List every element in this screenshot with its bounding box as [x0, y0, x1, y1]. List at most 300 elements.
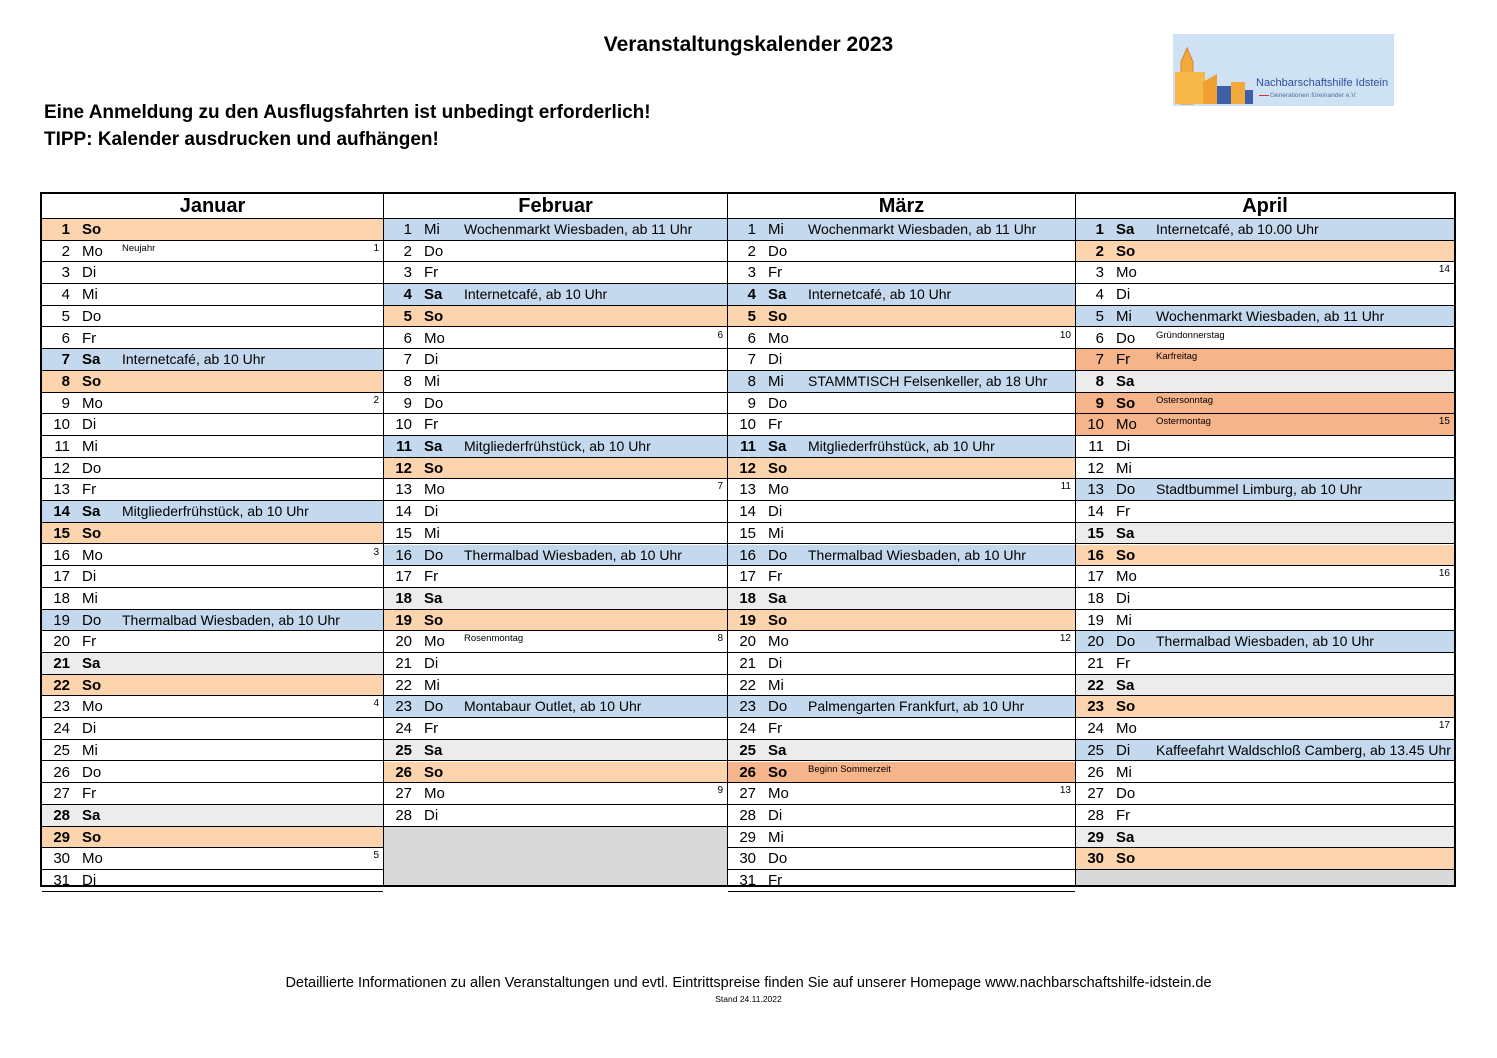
weekday: Mi — [82, 589, 98, 607]
day-number: 15 — [53, 524, 70, 542]
weekday: So — [82, 221, 102, 238]
day-number: 13 — [395, 481, 412, 499]
day-number: 19 — [1087, 611, 1104, 629]
weekday: Do — [424, 394, 444, 412]
weekday: Fr — [424, 416, 439, 434]
stand-date: Stand 24.11.2022 — [715, 994, 782, 1004]
weekday: Mo — [82, 698, 103, 716]
day-row — [384, 588, 727, 610]
weekday: Mi — [82, 741, 98, 759]
weekday: So — [1116, 394, 1136, 412]
day-row — [728, 805, 1075, 827]
day-number: 2 — [61, 242, 70, 260]
day-row — [1076, 783, 1454, 805]
weekday: Do — [424, 242, 444, 260]
day-row — [42, 718, 383, 740]
day-row — [728, 675, 1075, 697]
event-label: Thermalbad Wiesbaden, ab 10 Uhr — [808, 546, 1026, 563]
weekday: Do — [768, 850, 788, 868]
day-number: 7 — [61, 351, 70, 369]
day-number: 24 — [53, 720, 70, 738]
day-row — [728, 393, 1075, 415]
holiday-label: Beginn Sommerzeit — [808, 763, 891, 775]
day-number: 3 — [747, 264, 756, 282]
day-number: 28 — [739, 806, 756, 824]
weekday: Mo — [82, 242, 103, 260]
day-row — [42, 696, 383, 718]
weekday: Fr — [768, 568, 783, 586]
day-row — [728, 610, 1075, 632]
day-row — [1076, 458, 1454, 480]
day-row — [1076, 523, 1454, 545]
day-row — [728, 827, 1075, 849]
day-row — [42, 241, 383, 263]
day-number: 30 — [53, 850, 70, 868]
day-number: 15 — [1087, 524, 1104, 542]
weekday: Di — [82, 872, 97, 889]
event-label: Thermalbad Wiesbaden, ab 10 Uhr — [464, 546, 682, 563]
day-row — [384, 653, 727, 675]
event-label: Internetcafé, ab 10.00 Uhr — [1156, 221, 1319, 237]
week-number: 6 — [717, 329, 723, 341]
day-number: 17 — [739, 568, 756, 586]
weekday: Fr — [82, 633, 97, 651]
month-header: Februar — [384, 194, 727, 219]
weekday: Mi — [424, 221, 440, 238]
day-row — [384, 501, 727, 523]
day-number: 30 — [1087, 850, 1104, 868]
weekday: Fr — [1116, 806, 1131, 824]
event-label: Thermalbad Wiesbaden, ab 10 Uhr — [1156, 633, 1374, 650]
weekday: Fr — [1116, 503, 1131, 521]
day-number: 12 — [1087, 459, 1104, 477]
event-label: Thermalbad Wiesbaden, ab 10 Uhr — [122, 611, 340, 628]
day-row — [728, 306, 1075, 328]
event-label: Kaffeefahrt Waldschloß Camberg, ab 13.45 Uhr — [1156, 741, 1451, 758]
empty-cell — [384, 827, 727, 885]
logo-subtitle: Generationen füreinander e.V. — [1270, 92, 1357, 99]
day-number: 4 — [403, 286, 412, 304]
day-number: 15 — [395, 524, 412, 542]
weekday: Sa — [1116, 221, 1135, 238]
week-number: 12 — [1059, 633, 1071, 645]
weekday: Do — [1116, 633, 1136, 651]
day-number: 14 — [395, 503, 412, 521]
weekday: Fr — [768, 416, 783, 434]
day-row — [1076, 718, 1454, 740]
holiday-label: Neujahr — [122, 242, 156, 254]
day-row — [384, 805, 727, 827]
day-row — [728, 870, 1075, 892]
weekday: Do — [1116, 329, 1136, 347]
week-number: 4 — [373, 698, 379, 710]
day-number: 10 — [739, 416, 756, 434]
day-number: 8 — [61, 372, 70, 390]
weekday: Fr — [82, 329, 97, 347]
weekday: Fr — [768, 264, 783, 282]
weekday: So — [768, 307, 788, 325]
weekday: Di — [1116, 741, 1131, 759]
day-number: 17 — [53, 568, 70, 586]
weekday: Mo — [1116, 720, 1137, 738]
day-row — [42, 414, 383, 436]
day-row — [1076, 349, 1454, 371]
day-number: 29 — [53, 828, 70, 846]
day-number: 1 — [747, 221, 756, 238]
day-number: 1 — [61, 221, 70, 238]
month-column — [42, 194, 384, 889]
day-number: 3 — [1095, 264, 1104, 282]
day-number: 23 — [1087, 698, 1104, 716]
day-row — [1076, 610, 1454, 632]
day-number: 7 — [747, 351, 756, 369]
weekday: Mi — [82, 438, 98, 455]
day-number: 20 — [395, 633, 412, 651]
day-number: 31 — [739, 872, 756, 889]
day-number: 23 — [739, 698, 756, 716]
weekday: So — [82, 676, 102, 694]
day-row — [728, 328, 1075, 350]
holiday-label: Karfreitag — [1156, 351, 1198, 363]
weekday: So — [424, 611, 444, 629]
day-row — [42, 436, 383, 458]
day-row — [728, 458, 1075, 480]
weekday: Di — [424, 351, 439, 369]
day-row — [42, 349, 383, 371]
day-number: 27 — [739, 785, 756, 803]
day-number: 4 — [747, 286, 756, 304]
event-label: Wochenmarkt Wiesbaden, ab 11 Uhr — [808, 221, 1037, 237]
weekday: Di — [768, 503, 783, 521]
day-number: 28 — [395, 806, 412, 824]
day-number: 19 — [53, 611, 70, 629]
day-row — [384, 696, 727, 718]
day-row — [728, 436, 1075, 458]
day-row — [384, 718, 727, 740]
day-row — [384, 740, 727, 762]
weekday: Do — [82, 763, 102, 781]
day-number: 4 — [61, 286, 70, 304]
month-header: März — [728, 194, 1075, 219]
day-row — [42, 479, 383, 501]
weekday: Mi — [768, 524, 784, 542]
event-label: Wochenmarkt Wiesbaden, ab 11 Uhr — [1156, 307, 1385, 324]
weekday: Do — [768, 698, 788, 716]
weekday: Mo — [768, 481, 789, 499]
logo-name: Nachbarschaftshilfe Idstein — [1256, 77, 1389, 89]
day-number: 9 — [403, 394, 412, 412]
day-row — [1076, 762, 1454, 784]
weekday: Mo — [424, 785, 445, 803]
day-number: 24 — [739, 720, 756, 738]
day-number: 19 — [395, 611, 412, 629]
day-number: 13 — [1087, 481, 1104, 499]
day-row — [1076, 241, 1454, 263]
day-number: 7 — [403, 351, 412, 369]
weekday: Sa — [1116, 372, 1135, 390]
day-row — [42, 262, 383, 284]
weekday: Fr — [424, 568, 439, 586]
day-number: 3 — [403, 264, 412, 282]
day-row — [384, 284, 727, 306]
day-number: 25 — [1087, 741, 1104, 759]
day-row — [384, 371, 727, 393]
day-number: 16 — [53, 546, 70, 564]
day-number: 12 — [739, 459, 756, 477]
weekday: Di — [768, 806, 783, 824]
day-row — [728, 783, 1075, 805]
day-number: 24 — [1087, 720, 1104, 738]
weekday: Sa — [82, 655, 101, 672]
weekday: Do — [768, 546, 788, 564]
day-number: 2 — [747, 242, 756, 260]
day-number: 11 — [54, 438, 70, 455]
day-number: 8 — [747, 372, 756, 390]
event-label: Internetcafé, ab 10 Uhr — [464, 286, 608, 303]
week-number: 1 — [373, 242, 379, 254]
day-number: 21 — [53, 655, 70, 672]
event-label: Mitgliederfrühstück, ab 10 Uhr — [122, 503, 309, 520]
weekday: Do — [1116, 481, 1136, 499]
day-row — [384, 783, 727, 805]
weekday: Sa — [768, 438, 787, 455]
weekday: Mo — [424, 633, 445, 651]
month-column — [1076, 194, 1454, 885]
day-number: 14 — [53, 503, 70, 521]
day-row — [1076, 371, 1454, 393]
day-number: 6 — [403, 329, 412, 347]
day-row — [42, 566, 383, 588]
day-number: 21 — [395, 655, 412, 672]
weekday: So — [82, 828, 102, 846]
day-row — [728, 696, 1075, 718]
day-row — [42, 848, 383, 870]
weekday: Fr — [1116, 351, 1131, 369]
holiday-label: Rosenmontag — [464, 633, 524, 645]
day-row — [728, 762, 1075, 784]
day-row — [42, 371, 383, 393]
day-row — [728, 588, 1075, 610]
event-label: Mitgliederfrühstück, ab 10 Uhr — [464, 438, 651, 454]
weekday: Di — [768, 351, 783, 369]
weekday: So — [1116, 698, 1136, 716]
print-tip: TIPP: Kalender ausdrucken und aufhängen! — [44, 129, 439, 150]
week-number: 14 — [1438, 264, 1450, 276]
day-row — [384, 566, 727, 588]
weekday: Do — [82, 611, 102, 629]
day-number: 27 — [1087, 785, 1104, 803]
weekday: Di — [82, 264, 97, 282]
day-number: 23 — [53, 698, 70, 716]
weekday: Mi — [768, 221, 784, 238]
weekday: Mo — [82, 394, 103, 412]
day-row — [728, 241, 1075, 263]
day-number: 25 — [395, 741, 412, 759]
weekday: Di — [424, 503, 439, 521]
day-row — [384, 458, 727, 480]
weekday: Mo — [424, 329, 445, 347]
day-row — [728, 219, 1075, 241]
day-number: 11 — [1088, 438, 1104, 455]
day-row — [1076, 827, 1454, 849]
week-number: 13 — [1059, 785, 1071, 797]
day-row — [42, 545, 383, 567]
weekday: Do — [424, 546, 444, 564]
day-row — [384, 675, 727, 697]
day-row — [42, 284, 383, 306]
week-number: 9 — [717, 785, 723, 797]
week-number: 3 — [373, 546, 379, 558]
day-number: 18 — [739, 589, 756, 607]
day-number: 25 — [739, 741, 756, 759]
weekday: Mo — [424, 481, 445, 499]
week-number: 5 — [373, 850, 379, 862]
registration-notice: Eine Anmeldung zu den Ausflugsfahrten ist unbedingt erforderlich! — [44, 102, 651, 123]
weekday: Mo — [1116, 568, 1137, 586]
day-number: 18 — [395, 589, 412, 607]
day-number: 6 — [1095, 329, 1104, 347]
weekday: Mi — [1116, 763, 1132, 781]
day-row — [42, 588, 383, 610]
event-label: Montabaur Outlet, ab 10 Uhr — [464, 698, 642, 715]
day-row — [728, 262, 1075, 284]
week-number: 8 — [717, 633, 723, 645]
day-row — [42, 328, 383, 350]
day-row — [1076, 696, 1454, 718]
day-number: 14 — [1087, 503, 1104, 521]
day-number: 21 — [739, 655, 756, 672]
weekday: Mi — [424, 676, 440, 694]
weekday: Sa — [82, 806, 101, 824]
day-row — [384, 523, 727, 545]
day-row — [1076, 545, 1454, 567]
day-number: 18 — [1087, 589, 1104, 607]
day-row — [42, 306, 383, 328]
day-row — [384, 393, 727, 415]
weekday: Mo — [768, 785, 789, 803]
weekday: Di — [1116, 286, 1131, 304]
day-row — [384, 436, 727, 458]
day-number: 13 — [53, 481, 70, 499]
day-number: 24 — [395, 720, 412, 738]
day-number: 16 — [395, 546, 412, 564]
weekday: Do — [82, 307, 102, 325]
day-number: 7 — [1095, 351, 1104, 369]
day-number: 25 — [53, 741, 70, 759]
weekday: Sa — [1116, 676, 1135, 694]
day-number: 19 — [739, 611, 756, 629]
weekday: Di — [424, 655, 439, 672]
day-number: 9 — [61, 394, 70, 412]
weekday: Fr — [82, 785, 97, 803]
weekday: So — [424, 307, 444, 325]
day-number: 1 — [403, 221, 412, 238]
day-number: 14 — [739, 503, 756, 521]
logo-arrow — [1259, 95, 1269, 96]
day-number: 5 — [747, 307, 756, 325]
day-number: 31 — [53, 872, 70, 889]
weekday: Di — [82, 416, 97, 434]
week-number: 7 — [717, 481, 723, 493]
day-number: 6 — [747, 329, 756, 347]
week-number: 2 — [373, 394, 379, 406]
weekday: Sa — [768, 589, 787, 607]
day-row — [728, 566, 1075, 588]
day-number: 27 — [53, 785, 70, 803]
day-row — [1076, 501, 1454, 523]
day-number: 10 — [395, 416, 412, 434]
day-row — [42, 870, 383, 892]
weekday: Sa — [424, 286, 443, 304]
day-row — [42, 762, 383, 784]
day-row — [1076, 479, 1454, 501]
day-number: 16 — [739, 546, 756, 564]
day-number: 18 — [53, 589, 70, 607]
weekday: Do — [424, 698, 444, 716]
day-number: 23 — [395, 698, 412, 716]
day-row — [1076, 306, 1454, 328]
day-row — [1076, 262, 1454, 284]
day-number: 5 — [1095, 307, 1104, 325]
day-row — [42, 827, 383, 849]
day-row — [42, 653, 383, 675]
week-number: 11 — [1060, 481, 1071, 493]
day-row — [384, 762, 727, 784]
day-row — [728, 718, 1075, 740]
day-number: 29 — [1087, 828, 1104, 846]
day-row — [384, 328, 727, 350]
day-number: 3 — [61, 264, 70, 282]
day-row — [42, 393, 383, 415]
day-number: 8 — [1095, 372, 1104, 390]
day-row — [384, 610, 727, 632]
day-number: 8 — [403, 372, 412, 390]
weekday: Di — [82, 568, 97, 586]
day-number: 17 — [1087, 568, 1104, 586]
page-title: Veranstaltungskalender 2023 — [603, 33, 894, 56]
day-row — [728, 371, 1075, 393]
day-number: 20 — [1087, 633, 1104, 651]
day-row — [1076, 675, 1454, 697]
day-number: 16 — [1087, 546, 1104, 564]
day-row — [384, 479, 727, 501]
day-number: 10 — [53, 416, 70, 434]
day-number: 26 — [1087, 763, 1104, 781]
holiday-label: Ostersonntag — [1156, 394, 1214, 406]
day-number: 26 — [739, 763, 756, 781]
day-number: 29 — [739, 828, 756, 846]
day-row — [1076, 653, 1454, 675]
day-number: 22 — [395, 676, 412, 694]
weekday: So — [82, 372, 102, 390]
weekday: Mi — [1116, 307, 1132, 325]
weekday: Mo — [768, 329, 789, 347]
weekday: Mo — [1116, 416, 1137, 434]
month-header: Januar — [42, 194, 383, 219]
weekday: Mo — [82, 546, 103, 564]
holiday-label: Gründonnerstag — [1156, 329, 1225, 341]
month-header: April — [1076, 194, 1454, 219]
day-number: 9 — [747, 394, 756, 412]
day-row — [728, 284, 1075, 306]
month-column — [728, 194, 1076, 889]
day-row — [42, 501, 383, 523]
weekday: Sa — [768, 741, 787, 759]
day-number: 6 — [61, 329, 70, 347]
weekday: Mi — [1116, 611, 1132, 629]
holiday-label: Ostermontag — [1156, 416, 1211, 428]
day-number: 30 — [739, 850, 756, 868]
